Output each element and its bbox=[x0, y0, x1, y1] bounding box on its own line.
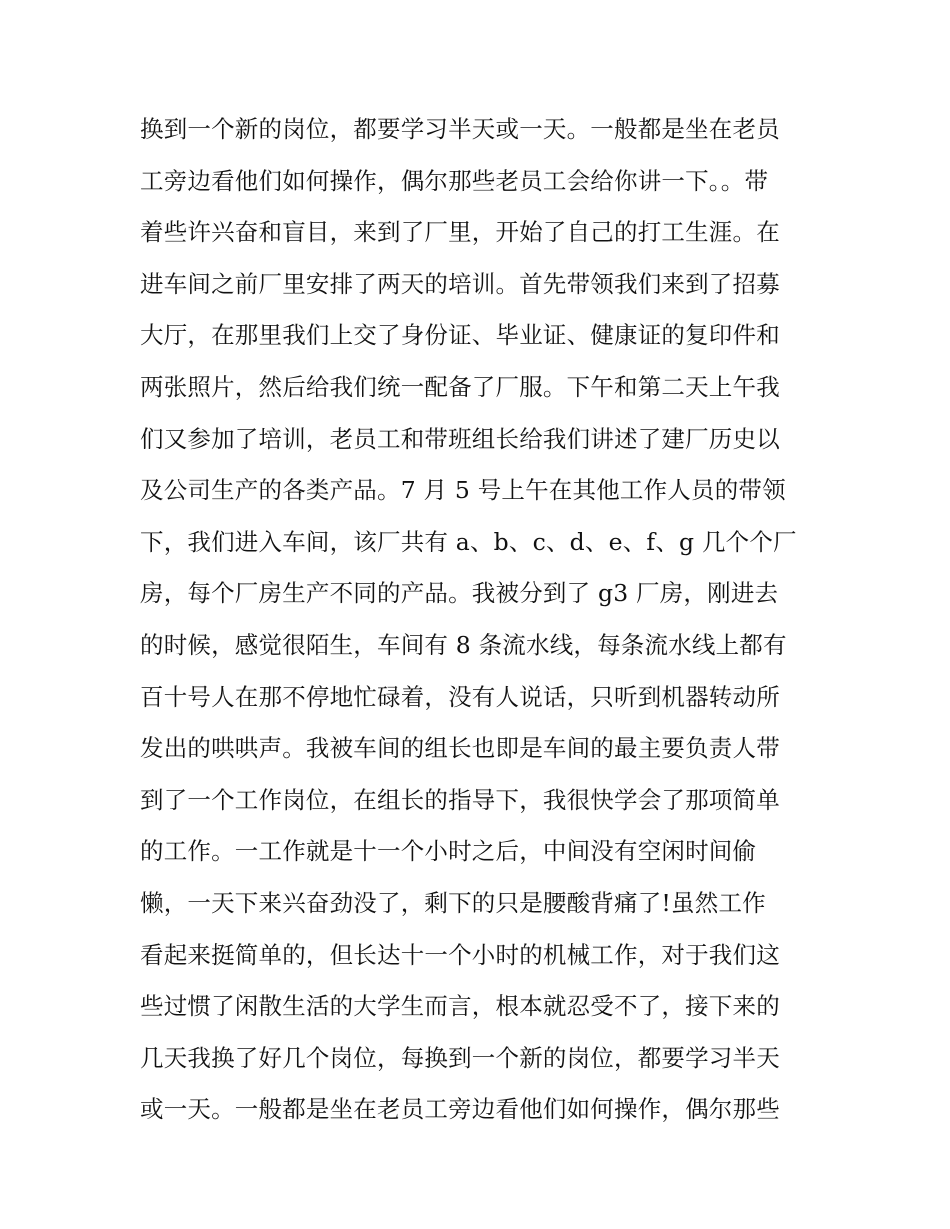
text-line: 着些许兴奋和盲目，来到了厂里，开始了自己的打工生涯。在 bbox=[140, 218, 780, 247]
body-text bbox=[140, 104, 820, 1136]
text-line: 或一天。一般都是坐在老员工旁边看他们如何操作，偶尔那些 bbox=[140, 1095, 780, 1124]
text-line: 及公司生产的各类产品。7 月 5 号上午在其他工作人员的带领 bbox=[140, 476, 786, 505]
text-line: 的时候，感觉很陌生，车间有 8 条流水线，每条流水线上都有 bbox=[140, 630, 787, 659]
text-line: 进车间之前厂里安排了两天的培训。首先带领我们来到了招募 bbox=[140, 269, 780, 298]
text-line: 们又参加了培训，老员工和带班组长给我们讲述了建厂历史以 bbox=[140, 424, 780, 453]
text-line: 两张照片，然后给我们统一配备了厂服。下午和第二天上午我 bbox=[140, 372, 780, 401]
text-line: 房，每个厂房生产不同的产品。我被分到了 g3 厂房，刚进去 bbox=[140, 579, 779, 608]
text-line: 下，我们进入车间，该厂共有 a、b、c、d、e、f、g 几个个厂 bbox=[140, 527, 797, 556]
text-line: 发出的哄哄声。我被车间的组长也即是车间的最主要负责人带 bbox=[140, 734, 780, 763]
text-line: 懒，一天下来兴奋劲没了，剩下的只是腰酸背痛了!虽然工作 bbox=[140, 888, 766, 917]
text-line: 换到一个新的岗位，都要学习半天或一天。一般都是坐在老员 bbox=[140, 115, 780, 143]
text-line: 百十号人在那不停地忙碌着，没有人说话，只听到机器转动所 bbox=[140, 682, 780, 711]
text-line: 的工作。一工作就是十一个小时之后，中间没有空闲时间偷 bbox=[140, 837, 757, 866]
text-line: 大厅，在那里我们上交了身份证、毕业证、健康证的复印件和 bbox=[140, 321, 780, 350]
text-line: 几天我换了好几个岗位，每换到一个新的岗位，都要学习半天 bbox=[140, 1043, 780, 1072]
text-line: 到了一个工作岗位，在组长的指导下，我很快学会了那项简单 bbox=[140, 785, 780, 814]
text-line: 些过惯了闲散生活的大学生而言，根本就忍受不了，接下来的 bbox=[140, 992, 780, 1021]
text-line: 工旁边看他们如何操作，偶尔那些老员工会给你讲一下。。带 bbox=[140, 166, 769, 195]
text-line: 看起来挺简单的，但长达十一个小时的机械工作，对于我们这 bbox=[140, 940, 780, 969]
